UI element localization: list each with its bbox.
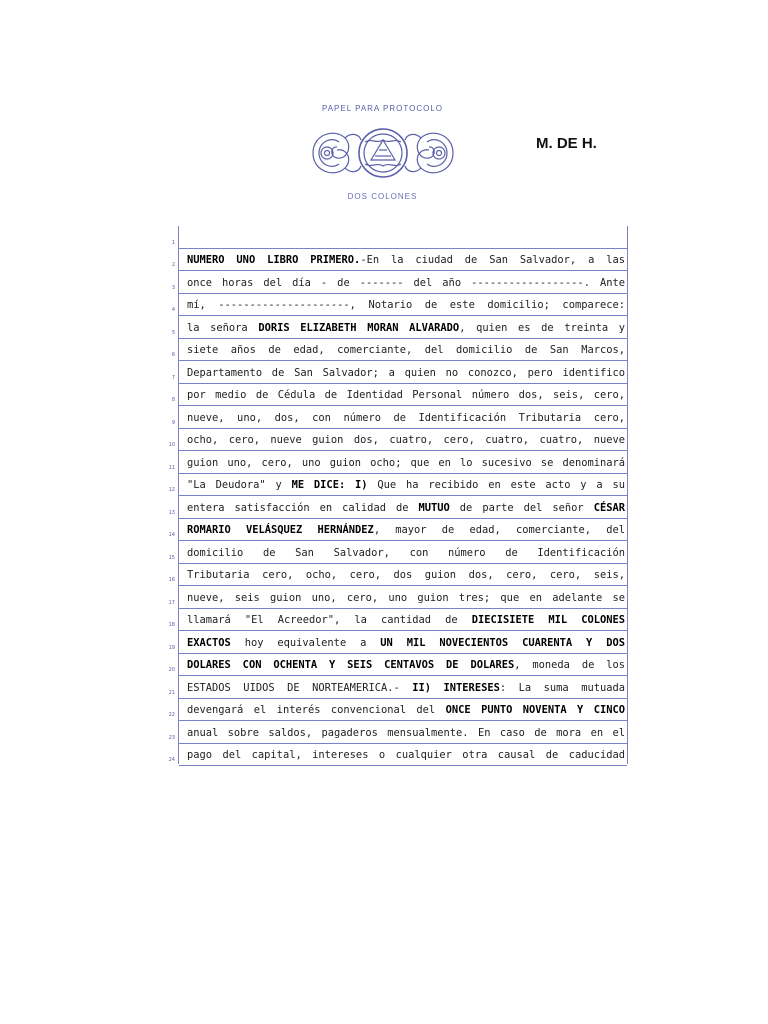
bold-text: ONCE PUNTO NOVENTA Y CINCO	[445, 704, 625, 716]
text-run: devengará el interés convencional del	[187, 704, 446, 716]
text-run: "La Deudora" y	[187, 479, 292, 491]
line-text	[187, 635, 625, 651]
text-run: , moneda de los	[514, 659, 625, 671]
line-text	[187, 230, 625, 246]
text-run: Departamento de San Salvador; a quien no conozco, pero identifico	[187, 366, 625, 379]
header-title: PAPEL PARA PROTOCOLO	[321, 104, 444, 113]
line-text	[187, 365, 625, 381]
line-text	[187, 342, 625, 358]
bold-text: NUMERO UNO LIBRO PRIMERO.	[187, 254, 361, 266]
bold-text: II) INTERESES	[412, 681, 500, 694]
bold-text: DORIS ELIZABETH MORAN ALVARADO	[258, 321, 460, 334]
line-number: 18	[168, 622, 175, 628]
line-number: 24	[168, 757, 175, 763]
text-line	[171, 339, 627, 362]
line-text	[187, 702, 625, 718]
text-line	[168, 721, 627, 744]
text-run: mí, ---------------------, Notario de este domicilio; comparece:	[187, 299, 625, 311]
line-text	[187, 522, 625, 538]
text-run: nueve, uno, dos, con número de Identificación Tributaria cero,	[187, 411, 625, 424]
text-line	[168, 564, 627, 587]
line-number: 5	[171, 329, 175, 336]
header-mark: M. DE H.	[536, 135, 597, 152]
line-text	[187, 387, 625, 403]
text-run: por medio de Cédula de Identidad Personal número dos, seis, cero,	[187, 389, 625, 401]
line-text	[187, 477, 625, 493]
line-number: 13	[168, 509, 175, 516]
text-line	[168, 474, 627, 497]
line-number: 17	[168, 599, 175, 606]
line-text	[187, 320, 625, 336]
line-number: 15	[168, 554, 175, 561]
text-line	[168, 609, 627, 632]
line-text	[187, 432, 625, 448]
bold-text: MUTUO	[418, 501, 450, 514]
text-run: , mayor de edad, comerciante, del	[373, 524, 625, 536]
text-line	[168, 631, 627, 654]
line-text	[187, 747, 625, 763]
text-run: pago del capital, intereses o cualquier otra causal de caducidad	[187, 749, 625, 761]
text-run: llamará "El Acreedor", la cantidad de	[187, 614, 472, 626]
text-line	[171, 384, 627, 407]
line-text	[187, 297, 625, 313]
line-number: 22	[168, 712, 175, 718]
text-line	[171, 316, 627, 339]
text-run: , quien es de treinta y	[459, 321, 625, 334]
line-text	[187, 680, 625, 696]
ruled-text-area	[168, 226, 628, 764]
text-line	[171, 406, 627, 429]
line-number: 21	[168, 689, 175, 696]
text-line	[171, 249, 627, 272]
line-number: 12	[168, 487, 175, 493]
line-number: 9	[171, 419, 175, 426]
text-line	[168, 699, 627, 722]
line-text	[187, 410, 625, 426]
text-run: hoy equivalente a	[230, 636, 381, 649]
text-line	[168, 654, 627, 677]
text-run: guion uno, cero, uno guion ocho; que en lo sucesivo se denominará	[187, 456, 625, 469]
coat-of-arms-seal-icon	[305, 120, 461, 186]
text-line	[171, 271, 627, 294]
line-text	[187, 455, 625, 471]
line-text	[187, 275, 625, 291]
line-number: 16	[168, 577, 175, 583]
line-number: 19	[168, 644, 175, 651]
text-line	[171, 226, 627, 249]
bold-text: DIECISIETE MIL COLONES	[471, 614, 625, 626]
text-line	[168, 429, 627, 452]
line-number: 23	[168, 734, 175, 741]
line-number: 10	[168, 442, 175, 448]
bold-text: UN MIL NOVECIENTOS CUARENTA Y DOS	[380, 636, 625, 649]
text-line	[168, 451, 627, 474]
bold-text: DOLARES CON OCHENTA Y SEIS CENTAVOS DE DOLARES	[187, 659, 515, 671]
text-line	[171, 294, 627, 317]
line-text	[187, 590, 625, 606]
text-line	[168, 586, 627, 609]
text-line	[168, 496, 627, 519]
line-text	[187, 725, 625, 741]
bold-text: EXACTOS	[187, 636, 231, 649]
text-run: ESTADOS UIDOS DE NORTEAMERICA.-	[187, 681, 413, 694]
text-line	[168, 519, 627, 542]
line-number: 4	[171, 307, 175, 313]
text-line	[168, 744, 627, 767]
text-run: Que ha recibido en este acto y a su	[367, 479, 625, 491]
text-run: : La suma mutuada	[499, 681, 625, 694]
line-number: 6	[171, 352, 175, 358]
text-run: entera satisfacción en calidad de	[187, 501, 419, 514]
line-text	[187, 252, 625, 268]
line-number: 11	[168, 464, 175, 471]
line-text	[187, 657, 625, 673]
line-text	[187, 567, 625, 583]
line-number: 7	[171, 374, 175, 381]
text-run: siete años de edad, comerciante, del domicilio de San Marcos,	[187, 344, 625, 356]
text-run: nueve, seis guion uno, cero, uno guion tres; que en adelante se	[187, 591, 625, 604]
line-number: 2	[171, 262, 175, 268]
line-number: 14	[168, 532, 175, 538]
text-line	[171, 361, 627, 384]
line-number: 8	[171, 397, 175, 403]
text-run: la señora	[187, 321, 259, 334]
text-run: de parte del señor	[449, 501, 594, 514]
line-number: 1	[171, 239, 175, 246]
text-run: -En la ciudad de San Salvador, a las	[360, 254, 625, 266]
bold-text: ROMARIO VELÁSQUEZ HERNÁNDEZ	[187, 524, 374, 536]
bold-text: CÉSAR	[593, 501, 625, 514]
line-text	[187, 545, 625, 561]
text-line	[168, 676, 627, 699]
line-number: 20	[168, 667, 175, 673]
line-number: 3	[171, 284, 175, 291]
line-text	[187, 612, 625, 628]
text-run: ocho, cero, nueve guion dos, cuatro, cero, cuatro, cuatro, nueve	[187, 434, 625, 446]
bold-text: ME DICE: I)	[291, 479, 368, 491]
line-text	[187, 500, 625, 516]
text-run: anual sobre saldos, pagaderos mensualmente. En caso de mora en el	[187, 726, 625, 739]
text-run: once horas del día - de ------- del año ------------------. Ante	[187, 276, 625, 289]
text-run: domicilio de San Salvador, con número de Identificación	[187, 546, 625, 559]
header-subtitle: DOS COLONES	[347, 192, 418, 201]
text-run: Tributaria cero, ocho, cero, dos guion dos, cero, cero, seis,	[187, 569, 625, 581]
text-line	[168, 541, 627, 564]
